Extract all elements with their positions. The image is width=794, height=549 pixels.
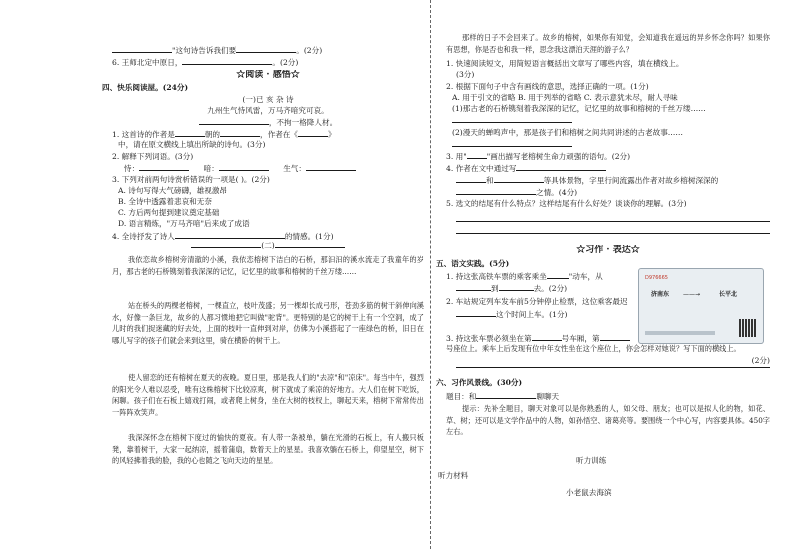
p2-line-2: 这个时间上车。(1分) bbox=[456, 308, 632, 320]
r2-blank-2 bbox=[452, 138, 770, 150]
part2-title: (二) bbox=[112, 240, 424, 251]
q3-option-b: B. 全诗中透露着悲哀和无奈 bbox=[118, 197, 212, 206]
poem-line-2: ，不拘一格降人材。 bbox=[112, 116, 424, 128]
r2-sentence-1: (1)那古老的石桥镌刻着我深深的记忆，记忆里的故事和榕树的千丝万缕…… bbox=[452, 104, 706, 113]
p3-line-2: 号座位上。乘车上后发现有位中年女性坐在这个座位上，你会怎样对她说？写下面的横线上。 bbox=[446, 344, 741, 353]
r4-line-2: 和 等具体景物，字里行间流露出作者对故乡榕树深深的 bbox=[456, 174, 770, 186]
q3-line: 3. 下列对前两句诗赏析错误的一项是( )。(2分) bbox=[112, 175, 270, 184]
poem-title: (一)已 亥 杂 诗 bbox=[242, 95, 294, 104]
arrow-right-icon: ——→ bbox=[683, 291, 701, 298]
section6-title: 六、习作风景线。(30分) bbox=[436, 378, 523, 387]
r4-line-3: 之情。(4分) bbox=[456, 186, 770, 198]
p2-line: 2. 车站规定列车发车前5分钟停止检票，这位乘客最迟 bbox=[446, 297, 628, 306]
p1-line-2: 到 去。(2分) bbox=[456, 282, 632, 294]
composition-hint: 提示：先补全题目，聊天对象可以是你熟悉的人，如父母、朋友；也可以是拟人化的物，如花、草、树；还可以是文学作品中的人物，如孙悟空、诸葛亮等。要围绕一个中心写，内容要具体。450字左右。 bbox=[446, 404, 770, 437]
r2-options: A. 用于引文的省略 B. 用于列举的省略 C. 表示意犹未尽，耐人寻味 bbox=[452, 93, 678, 102]
ticket-departure: 济南东 bbox=[651, 291, 670, 298]
listening-material-label: 听力材料 bbox=[438, 471, 469, 480]
passage-paragraph-3: 使人留恋的还有榕树在夏天的夜晚。夏日里，那是我人们的"去凉"和"凉床"。每当中午，强烈的阳光令人难以忍受，唯有这株榕树下比较凉爽，树下就成了乘凉的好地方。大人们在树下吃饭，闲聊。孩子们在石板上嬉戏打闹，或者爬上树身，坐在大树的枝杈上，聊起天来，榕树下常常传出一阵阵欢笑声。 bbox=[112, 373, 424, 417]
listening-title: 听力训练 bbox=[576, 456, 607, 465]
r5-answer-line-1 bbox=[456, 221, 770, 222]
ticket-arrival: 长平北 bbox=[719, 291, 738, 298]
page-divider bbox=[430, 0, 431, 549]
q6-line: 6. 王师北定中原日， 。(2分) bbox=[112, 58, 299, 67]
listening-story-title: 小老鼠去海滨 bbox=[566, 488, 612, 497]
q3-option-a: A. 诗句写得大气磅礴，雄视激昂 bbox=[118, 186, 228, 195]
q5-line: "这句诗告诉我们要 。(2分) bbox=[112, 44, 424, 56]
r4-line: 4. 作者在文中通过写 bbox=[446, 162, 770, 174]
passage-paragraph-1: 我依恋故乡榕树旁清澈的小溪，我依恋榕树下洁白的石桥，那汩汩的溪水流走了我童年的岁月，那古老的石桥镌刻着我深深的记忆，记忆里的故事和榕树的千丝万缕…… bbox=[112, 255, 424, 276]
q2-words: 恃： 喑： 生气： bbox=[124, 162, 424, 174]
p3-answer-line bbox=[456, 367, 770, 368]
passage-paragraph-5: 那样的日子不会回来了。故乡的榕树，如果你有知觉，会知道我在遥远的异乡怀念你吗？如果你有思想，你是否也和我一样，思念我这漂泊天涯的游子么？ bbox=[446, 33, 770, 54]
p3-line: 3. 持这张车票必须坐在第 号车厢，第 bbox=[446, 332, 770, 344]
section5-title: 五、语文实践。(5分) bbox=[436, 259, 510, 268]
r2-sentence-2: (2)漫天的蝉鸣声中，那是孩子们和榕树之间共同讲述的古老故事…… bbox=[452, 128, 683, 137]
section4-title: 四、快乐阅读屋。(24分) bbox=[102, 83, 189, 92]
q1-line-2: 中，请在原文横线上填出所缺的诗句。(3分) bbox=[118, 140, 266, 149]
q3-option-d: D. 语言精炼，"万马齐喑"后来成了成语 bbox=[118, 219, 250, 228]
q3-option-c: C. 方后两句提到建议奠定基础 bbox=[118, 208, 220, 217]
poem-line-1: 九州生气恃风雷，万马齐喑究可哀。 bbox=[207, 106, 329, 115]
ticket-number: D976665 bbox=[645, 275, 668, 281]
passage-paragraph-4: 我深深怀念在榕树下度过的愉快的夏夜。有人带一条被单，躺在光滑的石板上，有人搬只板凳，靠着树干，大家一起纳凉，摇着蒲扇，数着天上的星星。我喜欢躺在石桥上，仰望星空，树下的风轻拂着我的脸，我的心也随之飞向天边的星星。 bbox=[112, 433, 424, 466]
passage-paragraph-2: 站在桥头的两棵老榕树，一棵直立，枝叶茂盛；另一棵却长成弓形，苍劲多筋的树干斜伸向溪水，好像一条巨龙，故乡的人都习惯地把它叫做"驼背"。更特别的是它的树干上有一个空洞，成了儿时的我们捉迷藏的好去处，上面的枝叶一直伸到对岸，仿佛为小溪搭起了一座绿色的桥，旧日在哪儿写字的孩子们就会来到这里，骑在横卧的树干上。 bbox=[112, 301, 424, 345]
q2-line: 2. 解释下列词语。(3分) bbox=[112, 152, 194, 161]
r1-score: (3分) bbox=[456, 70, 475, 79]
composition-topic: 题目：和 聊聊天 bbox=[446, 392, 560, 401]
r2-line: 2. 根据下面句子中含有画线的意思，选择正确的一项。(1分) bbox=[446, 82, 649, 91]
reading-header: ☆阅读 · 感悟☆ bbox=[236, 70, 300, 80]
q4-line: 4. 全诗抒发了诗人 的情感。(1分) bbox=[112, 232, 334, 241]
p1-line: 1. 持这张高铁车票的乘客乘坐 "动车，从 bbox=[446, 272, 603, 281]
p3-score: (2分) bbox=[751, 356, 770, 365]
r1-line: 1. 快速阅读短文，用简短语言概括出文章写了哪些内容，填在横线上。 bbox=[446, 59, 684, 68]
r5-answer-line-2 bbox=[456, 233, 770, 234]
r5-line: 5. 选文的结尾有什么特点？这样结尾有什么好处？谈谈你的理解。(3分) bbox=[446, 199, 687, 208]
r2-blank-1 bbox=[452, 114, 770, 126]
r3-line: 3. 用" "画出描写老榕树生命力顽强的语句。(2分) bbox=[446, 152, 631, 161]
writing-header: ☆习作 · 表达☆ bbox=[576, 245, 640, 255]
q1-line: 1. 这首诗的作者是 朝的 ，作者在《 》 bbox=[112, 130, 336, 139]
